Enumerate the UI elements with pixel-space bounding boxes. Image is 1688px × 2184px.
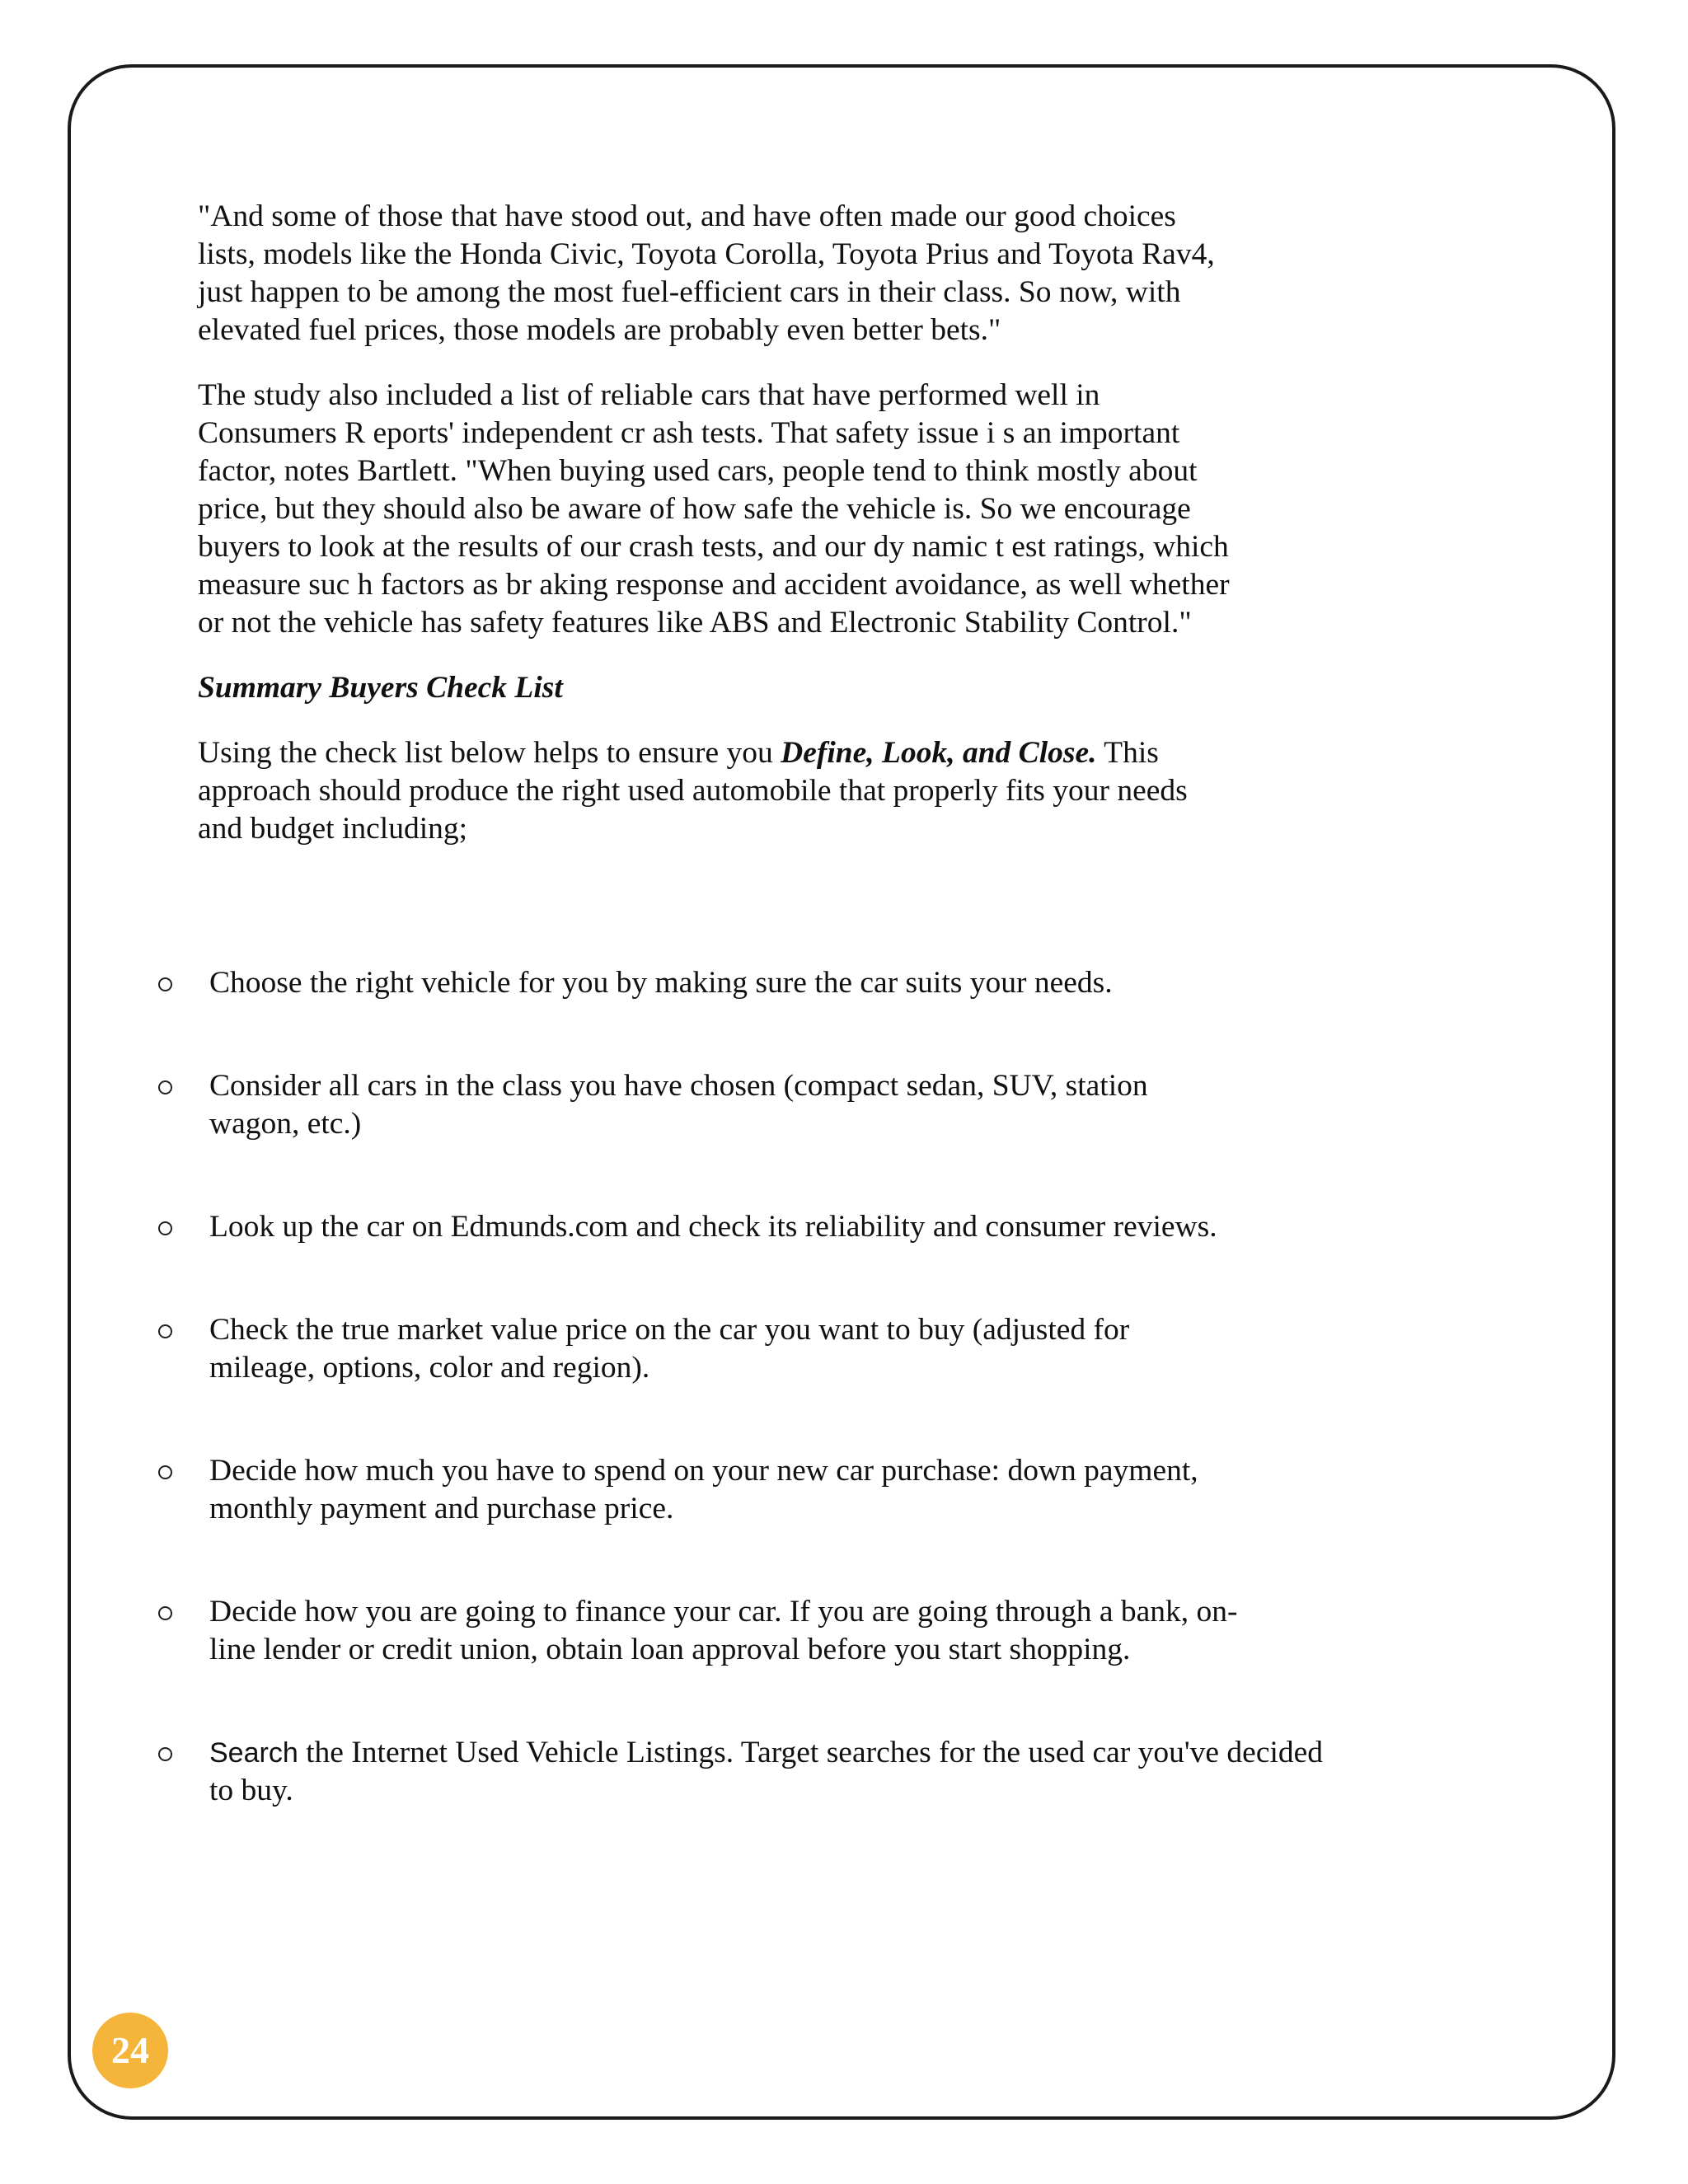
circle-bullet-icon xyxy=(158,1606,172,1620)
circle-bullet-icon xyxy=(158,977,172,991)
checklist-item-text: Decide how you are going to finance your car. If you are going through a bank, on-line lender or credit union, obtain loan approval before you start shopping. xyxy=(209,1595,1238,1666)
buyers-checklist xyxy=(157,964,1343,1810)
checklist-item-text: Consider all cars in the class you have chosen (compact sedan, SUV, station wagon, etc.) xyxy=(209,1069,1148,1141)
checklist-item-lead: Search xyxy=(209,1737,298,1769)
checklist-item xyxy=(157,964,1273,1002)
checklist-item-text: Look up the car on Edmunds.com and check its reliability and consumer reviews. xyxy=(209,1210,1217,1244)
checklist-item-text: Check the true market value price on the car you want to buy (adjusted for mileage, options, color and region). xyxy=(209,1313,1130,1385)
checklist-item xyxy=(157,1593,1281,1669)
intro-paragraph xyxy=(198,734,1236,848)
quote-paragraph: "And some of those that have stood out, and have often made our good choices lists, models like the Honda Civic, Toyota Corolla, Toyota Prius and Toyota Rav4, just happen to be among the most fuel-efficient cars in their class. So now, with elevated fuel prices, those models are probably even better bets." xyxy=(198,199,1215,347)
checklist-item xyxy=(157,1452,1231,1528)
checklist-item xyxy=(157,1311,1240,1387)
circle-bullet-icon xyxy=(158,1465,172,1479)
circle-bullet-icon xyxy=(158,1324,172,1338)
checklist-item xyxy=(157,1067,1223,1143)
circle-bullet-icon xyxy=(158,1221,172,1235)
checklist-item-text xyxy=(209,1734,1339,1810)
section-heading: Summary Buyers Check List xyxy=(198,671,563,705)
checklist-item xyxy=(157,1208,1264,1246)
circle-bullet-icon xyxy=(158,1080,172,1094)
circle-bullet-icon xyxy=(158,1747,172,1761)
study-paragraph: The study also included a list of reliable cars that have performed well in Consumers R eports' independent cr ash tests. That safety issue i s an important factor, notes Bartlett. "When buying used cars, people tend to think mostly about price, but they should also be aware of how safe the vehicle is. So we encourage buyers to look at the results of our crash tests, and our dy namic t est ratings, which measure suc h factors as br aking response and accident avoidance, as well whether or not the vehicle has safety features like ABS and Electronic Stability Control." xyxy=(198,378,1230,640)
checklist-item xyxy=(157,1734,1339,1810)
checklist-item-rest: the Internet Used Vehicle Listings. Target searches for the used car you've decided to buy. xyxy=(209,1736,1324,1807)
checklist-item-text: Choose the right vehicle for you by making sure the car suits your needs. xyxy=(209,966,1113,1000)
intro-emphasis: Define, Look, and Close. xyxy=(781,736,1097,770)
intro-text-before: Using the check list below helps to ensure you xyxy=(198,736,781,770)
checklist-item-text: Decide how much you have to spend on your new car purchase: down payment, monthly payment and purchase price. xyxy=(209,1454,1198,1526)
page-number-badge: 24 xyxy=(92,2013,168,2088)
intro-text-after: This approach should produce the right used automobile that properly fits your needs and budget including; xyxy=(198,736,1188,846)
body-content xyxy=(198,198,1236,875)
